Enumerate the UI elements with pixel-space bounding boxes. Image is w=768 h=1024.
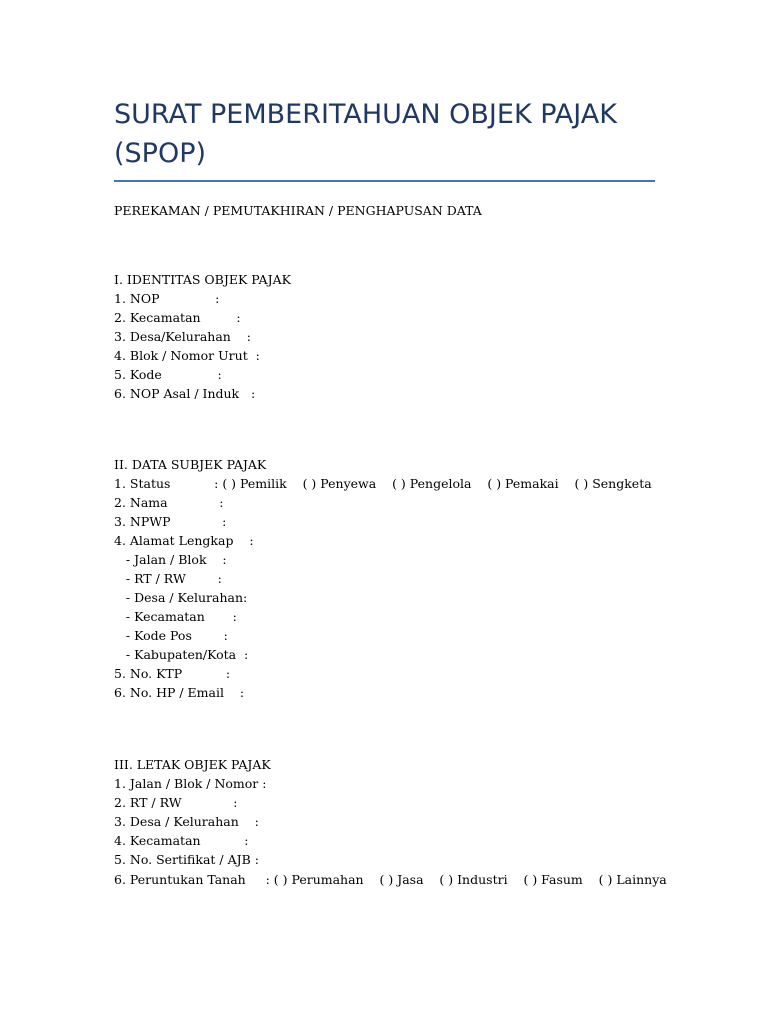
section-3-line: 6. Peruntukan Tanah : ( ) Perumahan ( ) Jasa ( ) Industri ( ) Fasum ( ) Lainnya: [114, 872, 667, 887]
section-2-line: 3. NPWP :: [114, 514, 227, 529]
section-2-line: - Kecamatan :: [114, 609, 237, 624]
section-1-line: 2. Kecamatan :: [114, 310, 241, 325]
section-3-line: 5. No. Sertifikat / AJB :: [114, 852, 260, 867]
section-2-line: 6. No. HP / Email :: [114, 685, 245, 700]
section-3-heading: III. LETAK OBJEK PAJAK: [114, 757, 271, 772]
section-2-line: 4. Alamat Lengkap :: [114, 533, 254, 548]
section-3-line: 1. Jalan / Blok / Nomor :: [114, 776, 267, 791]
section-1-line: 6. NOP Asal / Induk :: [114, 386, 256, 401]
title-rule: [114, 180, 655, 182]
section-3-line: 2. RT / RW :: [114, 795, 238, 810]
section-2-line: 5. No. KTP :: [114, 666, 231, 681]
document-subtitle: PEREKAMAN / PEMUTAKHIRAN / PENGHAPUSAN DATA: [114, 203, 482, 218]
section-1-heading: I. IDENTITAS OBJEK PAJAK: [114, 272, 291, 287]
section-1-line: 3. Desa/Kelurahan :: [114, 329, 251, 344]
section-2-line: - Kode Pos :: [114, 628, 228, 643]
section-3-line: 4. Kecamatan :: [114, 833, 249, 848]
section-2-line: - Jalan / Blok :: [114, 552, 227, 567]
document-title: SURAT PEMBERITAHUAN OBJEK PAJAK (SPOP): [114, 99, 617, 169]
section-1-line: 5. Kode :: [114, 367, 222, 382]
section-3-line: 3. Desa / Kelurahan :: [114, 814, 259, 829]
section-1-line: 4. Blok / Nomor Urut :: [114, 348, 260, 363]
section-1-line: 1. NOP :: [114, 291, 220, 306]
section-2-line: - RT / RW :: [114, 571, 222, 586]
section-2-line: - Desa / Kelurahan:: [114, 590, 248, 605]
section-2-line: 2. Nama :: [114, 495, 224, 510]
section-2-heading: II. DATA SUBJEK PAJAK: [114, 457, 267, 472]
section-2-line: 1. Status : ( ) Pemilik ( ) Penyewa ( ) Pengelola ( ) Pemakai ( ) Sengketa: [114, 476, 652, 491]
section-2-line: - Kabupaten/Kota :: [114, 647, 249, 662]
